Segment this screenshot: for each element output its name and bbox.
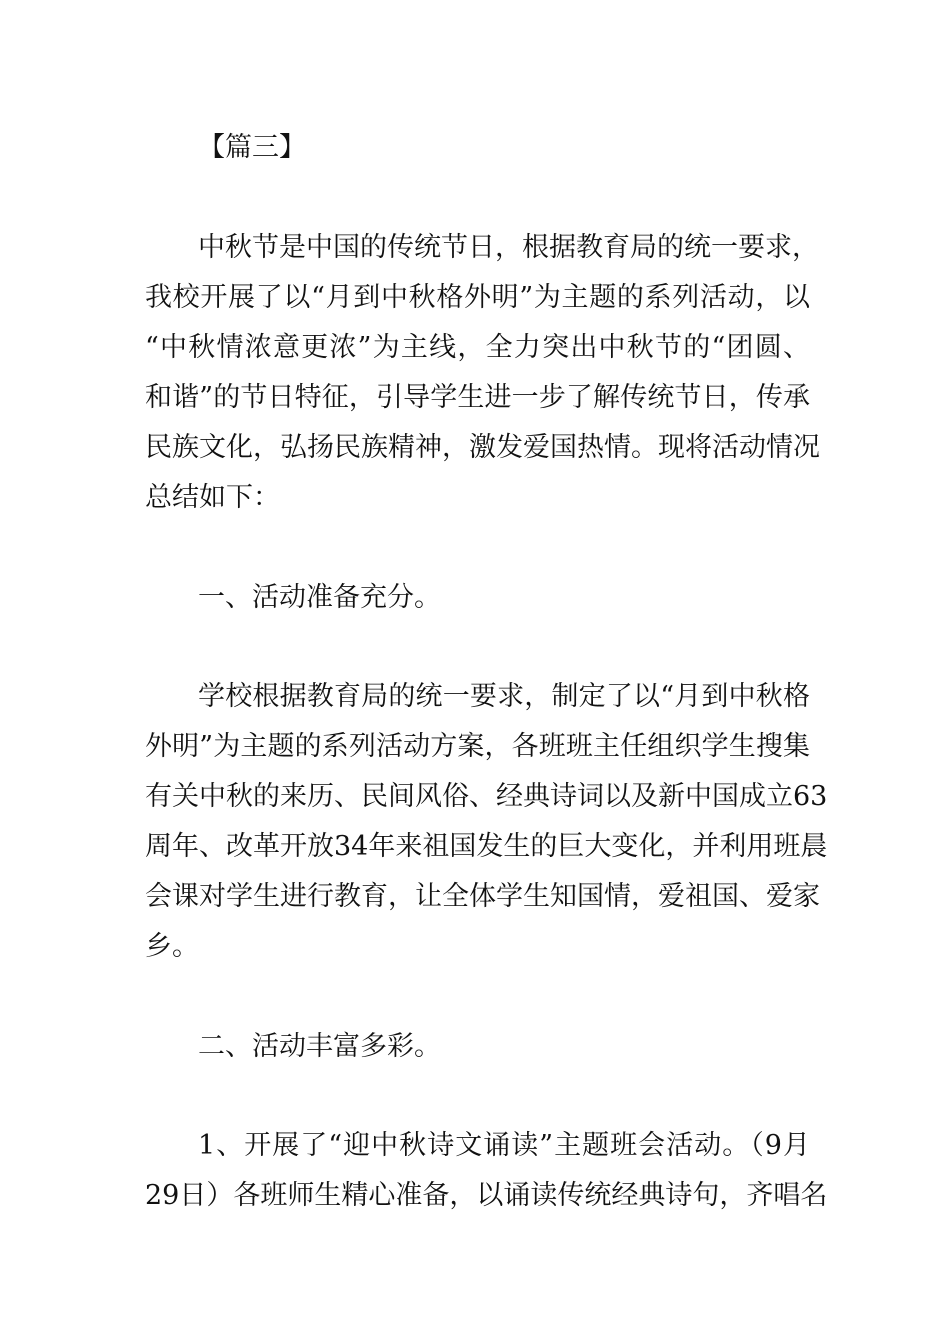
item-line-2: 29日）各班师生精心准备，以诵读传统经典诗句，齐唱名	[145, 1180, 828, 1211]
heading-one: 一、活动准备充分。	[198, 582, 441, 613]
prep-line-3: 有关中秋的来历、民间风俗、经典诗词以及新中国成立63	[145, 781, 828, 812]
item-line-1: 1、开展了“迎中秋诗文诵读”主题班会活动。（9月	[198, 1130, 810, 1161]
intro-line-4: 和谐”的节日特征，引导学生进一步了解传统节日，传承	[145, 382, 810, 413]
intro-line-1: 中秋节是中国的传统节日，根据教育局的统一要求，	[198, 232, 819, 263]
intro-line-6: 总结如下：	[145, 482, 280, 513]
prep-line-4: 周年、改革开放34年来祖国发生的巨大变化，并利用班晨	[145, 831, 828, 862]
prep-line-5: 会课对学生进行教育，让全体学生知国情，爱祖国、爱家	[145, 881, 820, 912]
heading-two: 二、活动丰富多彩。	[198, 1031, 441, 1062]
prep-line-1: 学校根据教育局的统一要求，制定了以“月到中秋格	[198, 681, 810, 712]
intro-line-5: 民族文化，弘扬民族精神，激发爱国热情。现将活动情况	[145, 432, 820, 463]
prep-line-6: 乡。	[145, 931, 199, 962]
section-title: 【篇三】	[198, 132, 306, 163]
intro-line-2: 我校开展了以“月到中秋格外明”为主题的系列活动，以	[145, 282, 810, 313]
intro-line-3: “中秋情浓意更浓”为主线，全力突出中秋节的“团圆、	[145, 332, 810, 363]
prep-line-2: 外明”为主题的系列活动方案，各班班主任组织学生搜集	[145, 731, 810, 762]
